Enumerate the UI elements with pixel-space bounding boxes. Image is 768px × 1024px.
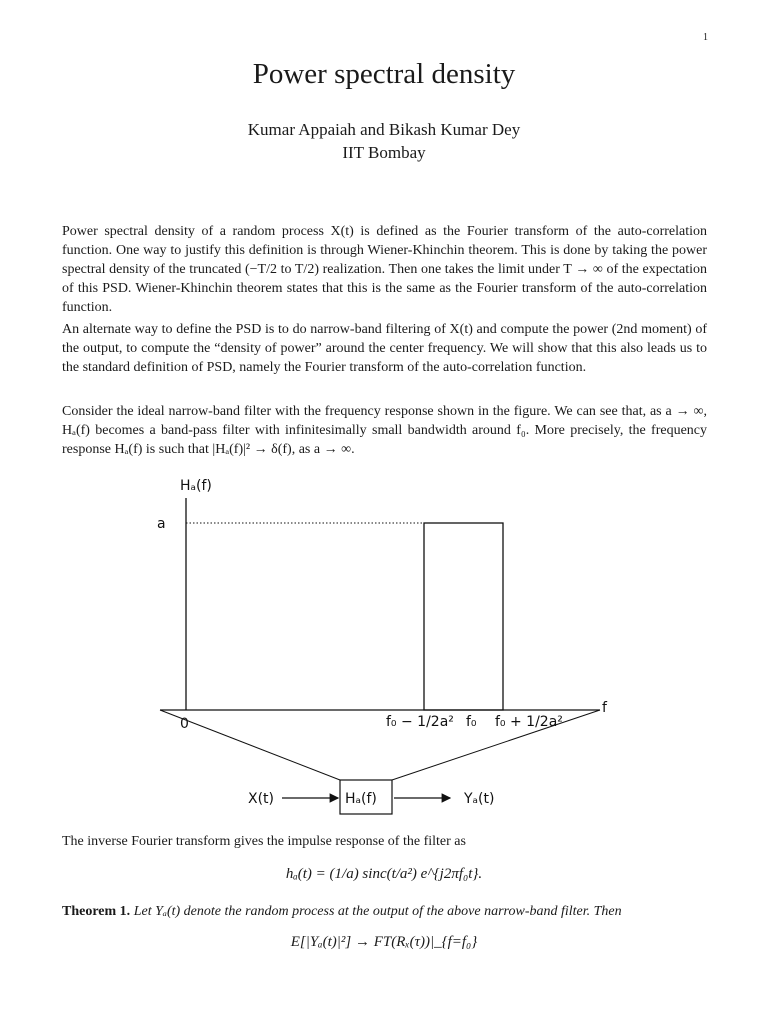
filter-figure: [0, 468, 768, 828]
author-block: [0, 118, 768, 164]
left-edge-label: f₀ − 1/2a²: [386, 714, 454, 730]
filter-label: Hₐ(f): [345, 791, 377, 807]
x-axis-label: f: [602, 700, 607, 716]
center-label: f₀: [466, 714, 477, 730]
theorem-equation: E[|Yₐ(t)|²] → FT(Rₓ(τ))|_{f=f₀}: [290, 934, 478, 950]
passband-rect: [424, 523, 503, 710]
paragraph-4: The inverse Fourier transform gives the impulse response of the filter as: [62, 834, 466, 849]
paragraph-1: Power spectral density of a random process X(t) is defined as the Fourier transform of the auto-correlation function. One way to justify this definition is through Wiener-Khinchin theorem. This is done by taking the power spectral density of the truncated (−T/2 to T/2) realization. Then one takes the limit under T → ∞ of the expectation of this PSD. Wiener-Khinchin theorem states that this is the same as the Fourier transform of the auto-correlation function.: [62, 224, 707, 315]
impulse-response-equation: hₐ(t) = (1/a) sinc(t/a²) e^{j2πf₀t}.: [285, 866, 483, 882]
theorem-1: [62, 904, 722, 920]
theorem-text: Let Yₐ(t) denote the random process at the output of the above narrow-band filter. Then: [133, 904, 622, 919]
paragraph-2: An alternate way to define the PSD is to do narrow-band filtering of X(t) and compute the power (2nd moment) of the output, to compute the “density of power” around the center frequency. We will show that this also leads us to the standard definition of PSD, namely the Fourier transform of the auto-correlation function.: [62, 322, 707, 375]
affiliation: IIT Bombay: [342, 143, 426, 162]
origin-label: 0: [180, 716, 189, 732]
page-title: Power spectral density: [252, 58, 516, 90]
right-edge-label: f₀ + 1/2a²: [495, 714, 563, 730]
input-label: X(t): [248, 791, 275, 807]
output-label: Yₐ(t): [464, 791, 495, 807]
authors: Kumar Appaiah and Bikash Kumar Dey: [247, 120, 521, 139]
height-label: a: [157, 516, 166, 532]
y-axis-label: Hₐ(f): [180, 478, 212, 494]
paragraph-3: Consider the ideal narrow-band filter with the frequency response shown in the figure. We can see that, as a → ∞, Hₐ(f) becomes a band-pass filter with infinitesimally small bandwidth around f₀. More precisely, the frequency response Hₐ(f) is such that |Hₐ(f)|² → δ(f), as a → ∞.: [62, 404, 707, 457]
theorem-label: Theorem 1.: [62, 904, 131, 919]
page-number: 1: [703, 32, 708, 43]
